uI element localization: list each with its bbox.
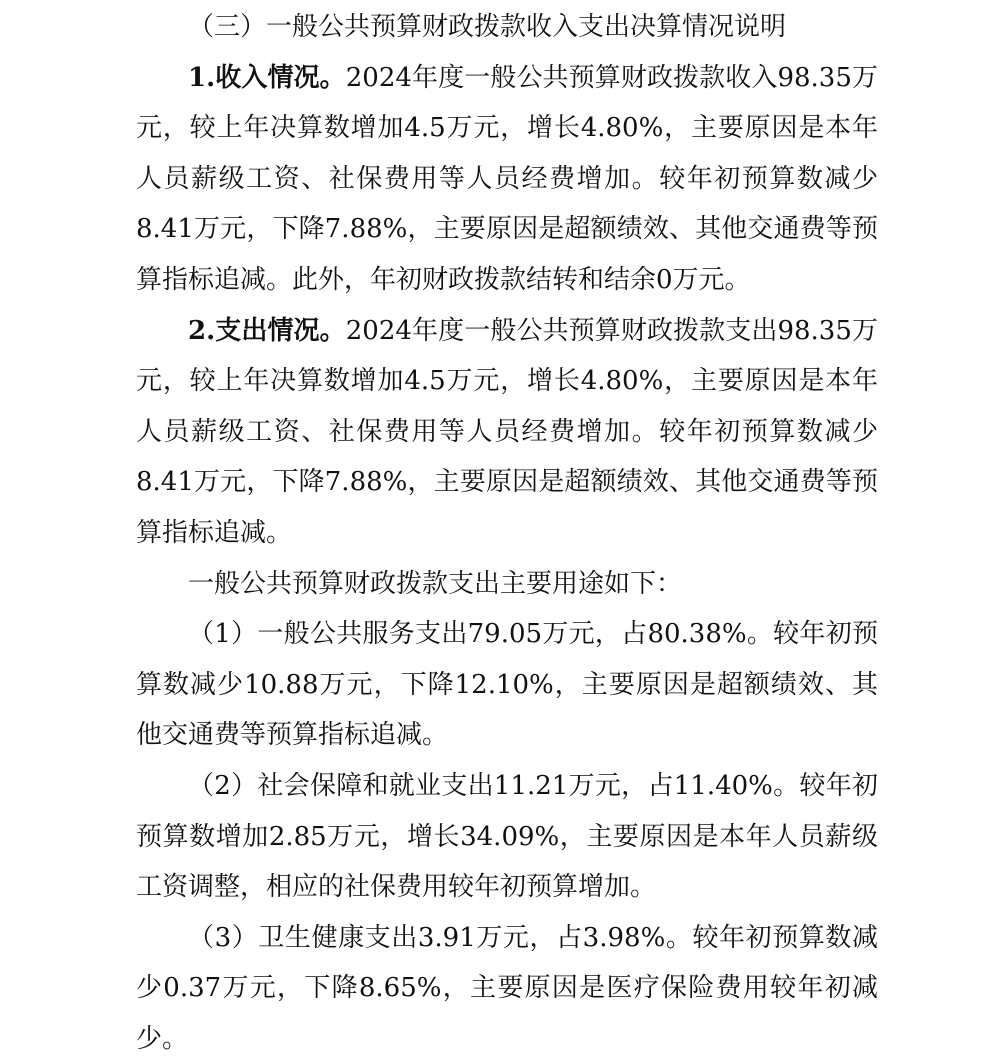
uses-intro: 一般公共预算财政拨款支出主要用途如下： bbox=[188, 568, 683, 599]
expenditure-text: 2024年度一般公共预算财政拨款支出98.35万元，较上年决算数增加4.5万元，增长4.80%，主要原因是本年人员薪级工资、社保费用等人员经费增加。较年初预算数减少8.41万元，下降7.88%，主要原因是超额绩效、其他交通费等预算指标追减。 bbox=[136, 315, 878, 548]
income-paragraph bbox=[136, 53, 878, 306]
item-health: （3）卫生健康支出3.91万元，占3.98%。较年初预算数减少0.37万元，下降8.65%，主要原因是医疗保险费用较年初减少。 bbox=[136, 922, 878, 1054]
income-text: 2024年度一般公共预算财政拨款收入98.35万元，较上年决算数增加4.5万元，增长4.80%，主要原因是本年人员薪级工资、社保费用等人员经费增加。较年初预算数减少8.41万元，下降7.88%，主要原因是超额绩效、其他交通费等预算指标追减。此外，年初财政拨款结转和结余0万元。 bbox=[136, 62, 878, 295]
item-social-security: （2）社会保障和就业支出11.21万元，占11.40%。较年初预算数增加2.85万元，增长34.09%，主要原因是本年人员薪级工资调整，相应的社保费用较年初预算增加。 bbox=[136, 770, 878, 903]
document-page bbox=[136, 0, 878, 1064]
expenditure-label: 2.支出情况。 bbox=[188, 315, 346, 346]
section-heading: （三）一般公共预算财政拨款收入支出决算情况说明 bbox=[188, 12, 787, 42]
income-label: 1.收入情况。 bbox=[188, 62, 346, 93]
expenditure-paragraph bbox=[136, 306, 878, 559]
item-general-public-services: （1）一般公共服务支出79.05万元，占80.38%。较年初预算数减少10.88万元，下降12.10%，主要原因是超额绩效、其他交通费等预算指标追减。 bbox=[136, 619, 878, 751]
